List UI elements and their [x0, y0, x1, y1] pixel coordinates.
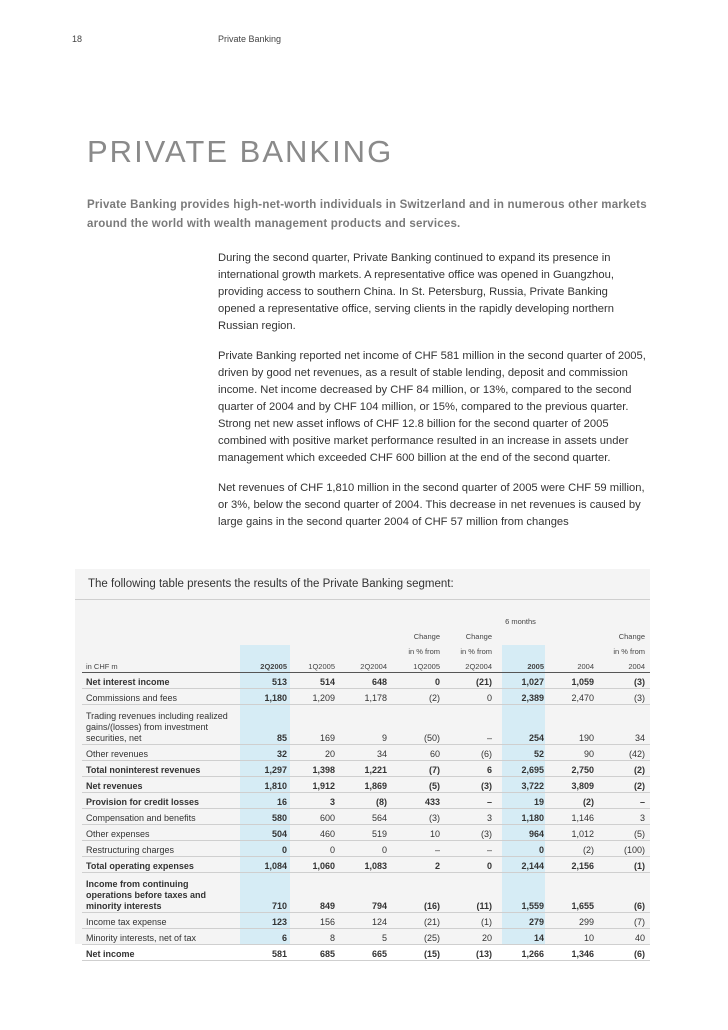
table-cell: 1,398	[292, 761, 340, 777]
column-header: 2004	[577, 662, 594, 671]
column-header	[292, 627, 340, 642]
table-cell: (13)	[445, 945, 497, 961]
table-cell: 190	[549, 705, 599, 745]
table-cell: (5)	[599, 825, 650, 841]
table-cell: 794	[340, 873, 392, 913]
table-cell: 1,655	[549, 873, 599, 913]
table-cell: (7)	[599, 913, 650, 929]
table-cell: 1,869	[340, 777, 392, 793]
table-cell: 52	[497, 745, 549, 761]
row-label: Total noninterest revenues	[82, 761, 240, 777]
table-cell: 433	[392, 793, 445, 809]
table-cell: 519	[340, 825, 392, 841]
column-header: 2Q2004	[465, 662, 492, 671]
table-cell: 32	[240, 745, 292, 761]
table-cell: 1,059	[549, 673, 599, 689]
table-cell: 16	[240, 793, 292, 809]
column-header	[340, 627, 392, 642]
table-cell: (50)	[392, 705, 445, 745]
table-cell: 710	[240, 873, 292, 913]
table-cell: 3,722	[497, 777, 549, 793]
table-cell: 6	[445, 761, 497, 777]
table-cell: 2,695	[497, 761, 549, 777]
table-cell: (3)	[445, 825, 497, 841]
column-header	[340, 642, 392, 657]
header-cell	[240, 605, 292, 627]
table-cell: 1,209	[292, 689, 340, 705]
table-cell: 1,084	[240, 857, 292, 873]
table-cell: (7)	[392, 761, 445, 777]
table-cell: 513	[240, 673, 292, 689]
header-cell	[599, 605, 650, 627]
table-cell: 10	[392, 825, 445, 841]
row-label: Net income	[82, 945, 240, 961]
results-table-box	[75, 569, 650, 959]
table-cell: 2,144	[497, 857, 549, 873]
table-cell: (15)	[392, 945, 445, 961]
table-cell: 460	[292, 825, 340, 841]
table-cell: 10	[549, 929, 599, 945]
table-cell: 685	[292, 945, 340, 961]
paragraph: During the second quarter, Private Banking continued to expand its presence in international growth markets. A representative office was opened in Guangzhou, providing access to southern China. In St. Petersburg, Russia, Private Banking opened a representative office, serving clients in the rapidly developing northern Russian region.	[218, 252, 614, 332]
table-cell: (2)	[549, 793, 599, 809]
table-cell: 34	[340, 745, 392, 761]
header-cell	[340, 605, 392, 627]
table-cell: (2)	[599, 761, 650, 777]
table-cell: 1,346	[549, 945, 599, 961]
table-cell: 665	[340, 945, 392, 961]
table-cell: 600	[292, 809, 340, 825]
running-header: Private Banking	[218, 34, 282, 44]
column-header: Change	[413, 632, 440, 641]
page-title: PRIVATE BANKING	[87, 134, 394, 169]
row-label: Other revenues	[82, 745, 240, 761]
column-header: 1Q2005	[308, 662, 335, 671]
column-header: in % from	[460, 647, 492, 656]
table-cell: (3)	[392, 809, 445, 825]
column-header: 2004	[628, 662, 645, 671]
paragraph: Net revenues of CHF 1,810 million in the second quarter of 2005 were CHF 59 million, or 3%, below the second quarter of 2004. This decrease in net revenues is caused by large gains in the second quarter 2004 of CHF 57 million from changes	[218, 482, 645, 528]
table-cell: 124	[340, 913, 392, 929]
table-cell: 156	[292, 913, 340, 929]
table-cell: (3)	[599, 689, 650, 705]
table-cell: 1,027	[497, 673, 549, 689]
table-cell: (11)	[445, 873, 497, 913]
table-cell: 1,221	[340, 761, 392, 777]
table-cell: (3)	[599, 673, 650, 689]
table-cell: 85	[240, 705, 292, 745]
table-cell: (16)	[392, 873, 445, 913]
column-header	[549, 642, 599, 657]
table-cell: (2)	[392, 689, 445, 705]
table-cell: –	[392, 841, 445, 857]
column-header	[497, 642, 549, 657]
column-header	[549, 627, 599, 642]
table-cell: 299	[549, 913, 599, 929]
table-cell: 2,470	[549, 689, 599, 705]
table-cell: 3	[599, 809, 650, 825]
table-cell: 19	[497, 793, 549, 809]
column-header: Change	[465, 632, 492, 641]
column-header: 2005	[527, 662, 544, 671]
divider	[75, 599, 650, 600]
table-cell: 8	[292, 929, 340, 945]
table-cell: –	[445, 793, 497, 809]
table-cell: 1,266	[497, 945, 549, 961]
table-cell: 849	[292, 873, 340, 913]
table-cell: 1,180	[497, 809, 549, 825]
row-label: Other expenses	[82, 825, 240, 841]
column-header: Change	[618, 632, 645, 641]
table-cell: (1)	[599, 857, 650, 873]
column-header	[497, 627, 549, 642]
table-cell: 514	[292, 673, 340, 689]
table-cell: 2	[392, 857, 445, 873]
table-cell: 3	[292, 793, 340, 809]
column-header: in % from	[408, 647, 440, 656]
table-cell: (21)	[445, 673, 497, 689]
table-cell: 20	[292, 745, 340, 761]
table-cell: 5	[340, 929, 392, 945]
row-label: Net revenues	[82, 777, 240, 793]
row-label: Compensation and benefits	[82, 809, 240, 825]
table-cell: 3,809	[549, 777, 599, 793]
table-cell: 1,012	[549, 825, 599, 841]
table-cell: 1,178	[340, 689, 392, 705]
header-cell	[82, 605, 240, 627]
row-label: Provision for credit losses	[82, 793, 240, 809]
table-cell: (6)	[599, 945, 650, 961]
table-cell: 123	[240, 913, 292, 929]
table-cell: 6	[240, 929, 292, 945]
table-cell: 279	[497, 913, 549, 929]
table-cell: 254	[497, 705, 549, 745]
unit-label: in CHF m	[86, 662, 118, 671]
row-label: Net interest income	[82, 673, 240, 689]
row-label: Total operating expenses	[82, 857, 240, 873]
table-cell: 0	[392, 673, 445, 689]
table-cell: 169	[292, 705, 340, 745]
table-cell: (25)	[392, 929, 445, 945]
table-cell: 9	[340, 705, 392, 745]
six-months-label: 6 months	[505, 617, 536, 626]
table-cell: 964	[497, 825, 549, 841]
table-cell: 1,559	[497, 873, 549, 913]
table-cell: 34	[599, 705, 650, 745]
page-number: 18	[72, 34, 83, 44]
table-cell: 3	[445, 809, 497, 825]
table-cell: 581	[240, 945, 292, 961]
table-cell: 1,912	[292, 777, 340, 793]
table-cell: 1,060	[292, 857, 340, 873]
table-cell: 504	[240, 825, 292, 841]
intro-text: Private Banking provides high-net-worth individuals in Switzerland and in numerous other markets around the world with wealth management products and services.	[87, 199, 647, 230]
table-cell: (6)	[445, 745, 497, 761]
table-cell: 0	[292, 841, 340, 857]
table-cell: (2)	[549, 841, 599, 857]
table-cell: 1,297	[240, 761, 292, 777]
row-label: Trading revenues including realized gains/(losses) from investment securities, net	[82, 705, 240, 745]
table-cell: 1,810	[240, 777, 292, 793]
table-cell: (3)	[445, 777, 497, 793]
header-cell	[549, 605, 599, 627]
column-header	[240, 642, 292, 657]
table-cell: 0	[340, 841, 392, 857]
table-caption: The following table presents the results of the Private Banking segment:	[88, 578, 454, 590]
row-label: Income tax expense	[82, 913, 240, 929]
table-cell: 20	[445, 929, 497, 945]
row-label: Restructuring charges	[82, 841, 240, 857]
row-label: Income from continuing operations before taxes and minority interests	[82, 873, 240, 913]
table-cell: 564	[340, 809, 392, 825]
table-cell: 2,389	[497, 689, 549, 705]
header-cell	[392, 605, 445, 627]
table-cell: 0	[445, 857, 497, 873]
table-cell: 580	[240, 809, 292, 825]
table-cell: 0	[497, 841, 549, 857]
paragraph: Private Banking reported net income of CHF 581 million in the second quarter of 2005, driven by good net revenues, as a result of stable lending, deposit and commission income. Net income decreased by CHF 84 million, or 13%, compared to the second quarter of 2004 and by CHF 104 million, or 15%, compared to the previous quarter. Strong net new asset inflows of CHF 12.8 billion for the second quarter of 2005 combined with positive market performance resulted in an increase in assets under management which exceeded CHF 600 billion at the end of the second quarter.	[218, 350, 646, 464]
table-cell: (1)	[445, 913, 497, 929]
table-cell: 648	[340, 673, 392, 689]
column-header	[292, 642, 340, 657]
table-cell: –	[599, 793, 650, 809]
table-cell: (21)	[392, 913, 445, 929]
table-cell: 40	[599, 929, 650, 945]
table-cell: 0	[445, 689, 497, 705]
table-cell: 1,180	[240, 689, 292, 705]
column-header: 2Q2004	[360, 662, 387, 671]
table-cell: 1,146	[549, 809, 599, 825]
table-cell: –	[445, 705, 497, 745]
table-cell: 90	[549, 745, 599, 761]
table-cell: (42)	[599, 745, 650, 761]
table-cell: 2,156	[549, 857, 599, 873]
table-cell: (5)	[392, 777, 445, 793]
row-label: Commissions and fees	[82, 689, 240, 705]
table-cell: 1,083	[340, 857, 392, 873]
header-cell	[445, 605, 497, 627]
table-cell: (100)	[599, 841, 650, 857]
column-header: 1Q2005	[413, 662, 440, 671]
body-text	[218, 250, 648, 544]
table-cell: 2,750	[549, 761, 599, 777]
table-cell: –	[445, 841, 497, 857]
table-cell: (6)	[599, 873, 650, 913]
results-table	[82, 605, 650, 961]
column-header: 2Q2005	[260, 662, 287, 671]
header-cell	[292, 605, 340, 627]
table-cell: (8)	[340, 793, 392, 809]
table-cell: (2)	[599, 777, 650, 793]
table-cell: 14	[497, 929, 549, 945]
table-cell: 60	[392, 745, 445, 761]
table-cell: 0	[240, 841, 292, 857]
column-header	[240, 627, 292, 642]
column-header: in % from	[613, 647, 645, 656]
row-label: Minority interests, net of tax	[82, 929, 240, 945]
